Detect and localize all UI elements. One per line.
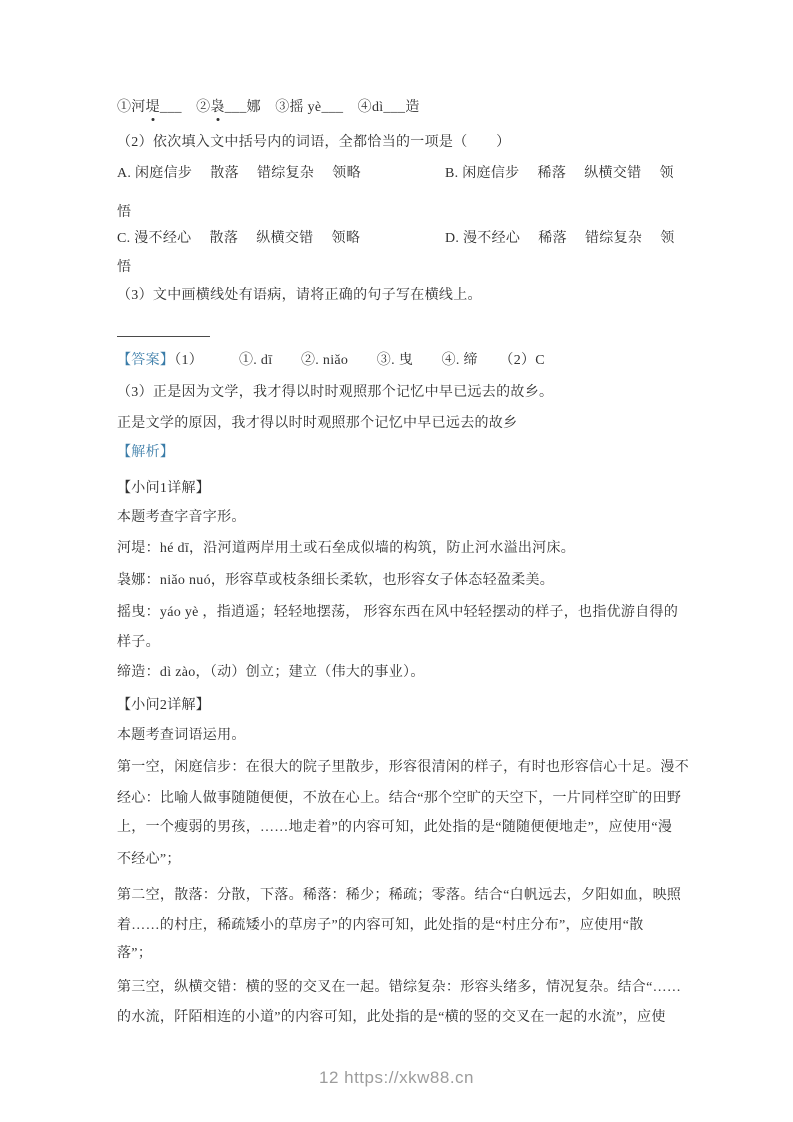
q1-emphasis-char-di: 堤 (146, 98, 160, 118)
answer-part1: （1） ①. dī ②. niǎo ③. 曳 ④. 缔 （2）C (174, 353, 545, 368)
options-row-cd (117, 229, 675, 249)
sub1-line: 袅娜：niǎo nuó，形容草或枝条细长柔软，也形容女子体态轻盈柔美。 (117, 573, 555, 588)
answer-part3-line1: （3）正是因为文学，我才得以时时观照那个记忆中早已远去的故乡。 (117, 385, 554, 400)
option-b-wrap: 悟 (117, 205, 132, 220)
sub2-line: 第一空，闲庭信步：在很大的院子里散步，形容很清闲的样子，有时也形容信心十足。漫不 (117, 760, 689, 775)
answer-line (117, 351, 545, 371)
q2-stem: （2）依次填入文中括号内的词语，全都恰当的一项是（ ） (117, 135, 511, 150)
page-footer-url: 12 https://xkw88.cn (318, 1068, 475, 1087)
answer-part3-line2: 正是文学的原因，我才得以时时观照那个记忆中早已远去的故乡 (117, 416, 518, 431)
answer-blank-line (117, 336, 210, 337)
option-c: C. 漫不经心 散落 纵横交错 领略 (117, 231, 361, 246)
q3-stem: （3）文中画横线处有语病，请将正确的句子写在横线上。 (117, 288, 482, 303)
sub2-line: 的水流，阡陌相连的小道”的内容可知，此处指的是“横的竖的交叉在一起的水流”，应使 (117, 1010, 666, 1025)
q1-seg1: ①河 (117, 100, 146, 115)
q1-seg3: ___娜 ③摇 yè___ ④dì___造 (224, 100, 420, 115)
sub2-line: 着……的村庄，稀疏矮小的草房子”的内容可知，此处指的是“村庄分布”，应使用“散 (117, 918, 644, 933)
option-d-wrap: 悟 (117, 260, 132, 275)
answer-label: 【答案】 (117, 353, 175, 368)
sub2-line: 落”； (117, 946, 153, 961)
option-b: B. 闲庭信步 稀落 纵横交错 领 (445, 166, 674, 181)
sub1-line: 河堤：hé dī，沿河道两岸用土或石垒成似墙的构筑，防止河水溢出河床。 (117, 541, 576, 556)
option-d: D. 漫不经心 稀落 错综复杂 领 (445, 231, 675, 246)
sub1-line: 缔造：dì zào，（动）创立；建立（伟大的事业）。 (117, 665, 425, 680)
q1-seg2: ___ ② (159, 100, 211, 115)
option-a: A. 闲庭信步 散落 错综复杂 领略 (117, 166, 361, 181)
sub1-heading: 【小问1详解】 (117, 481, 211, 496)
options-row-ab (117, 164, 674, 184)
sub1-line: 样子。 (117, 635, 160, 650)
q1-emphasis-char-niao: 袅 (210, 98, 224, 118)
sub2-line: 第三空，纵横交错：横的竖的交叉在一起。错综复杂：形容头绪多，情况复杂。结合“…… (117, 980, 682, 995)
sub2-line: 上，一个瘦弱的男孩，……地走着”的内容可知，此处指的是“随随便便地走”，应使用“漫 (117, 820, 673, 835)
sub1-line: 摇曳：yáo yè ，指逍遥；轻轻地摆荡， 形容东西在风中轻轻摆动的样子，也指优游自得的 (117, 605, 679, 620)
sub2-heading: 【小问2详解】 (117, 698, 211, 713)
sub2-line: 本题考查词语运用。 (117, 728, 246, 743)
sub1-line: 本题考查字音字形。 (117, 510, 246, 525)
sub2-line: 不经心”； (117, 852, 181, 867)
analysis-label: 【解析】 (117, 445, 175, 460)
sub2-line: 经心：比喻人做事随随便便，不放在心上。结合“那个空旷的天空下，一片同样空旷的田野 (117, 791, 682, 806)
sub2-line: 第二空，散落：分散，下落。稀落：稀少；稀疏；零落。结合“白帆远去，夕阳如血，映照 (117, 888, 682, 903)
q1-pinyin-blanks-line (117, 98, 420, 118)
